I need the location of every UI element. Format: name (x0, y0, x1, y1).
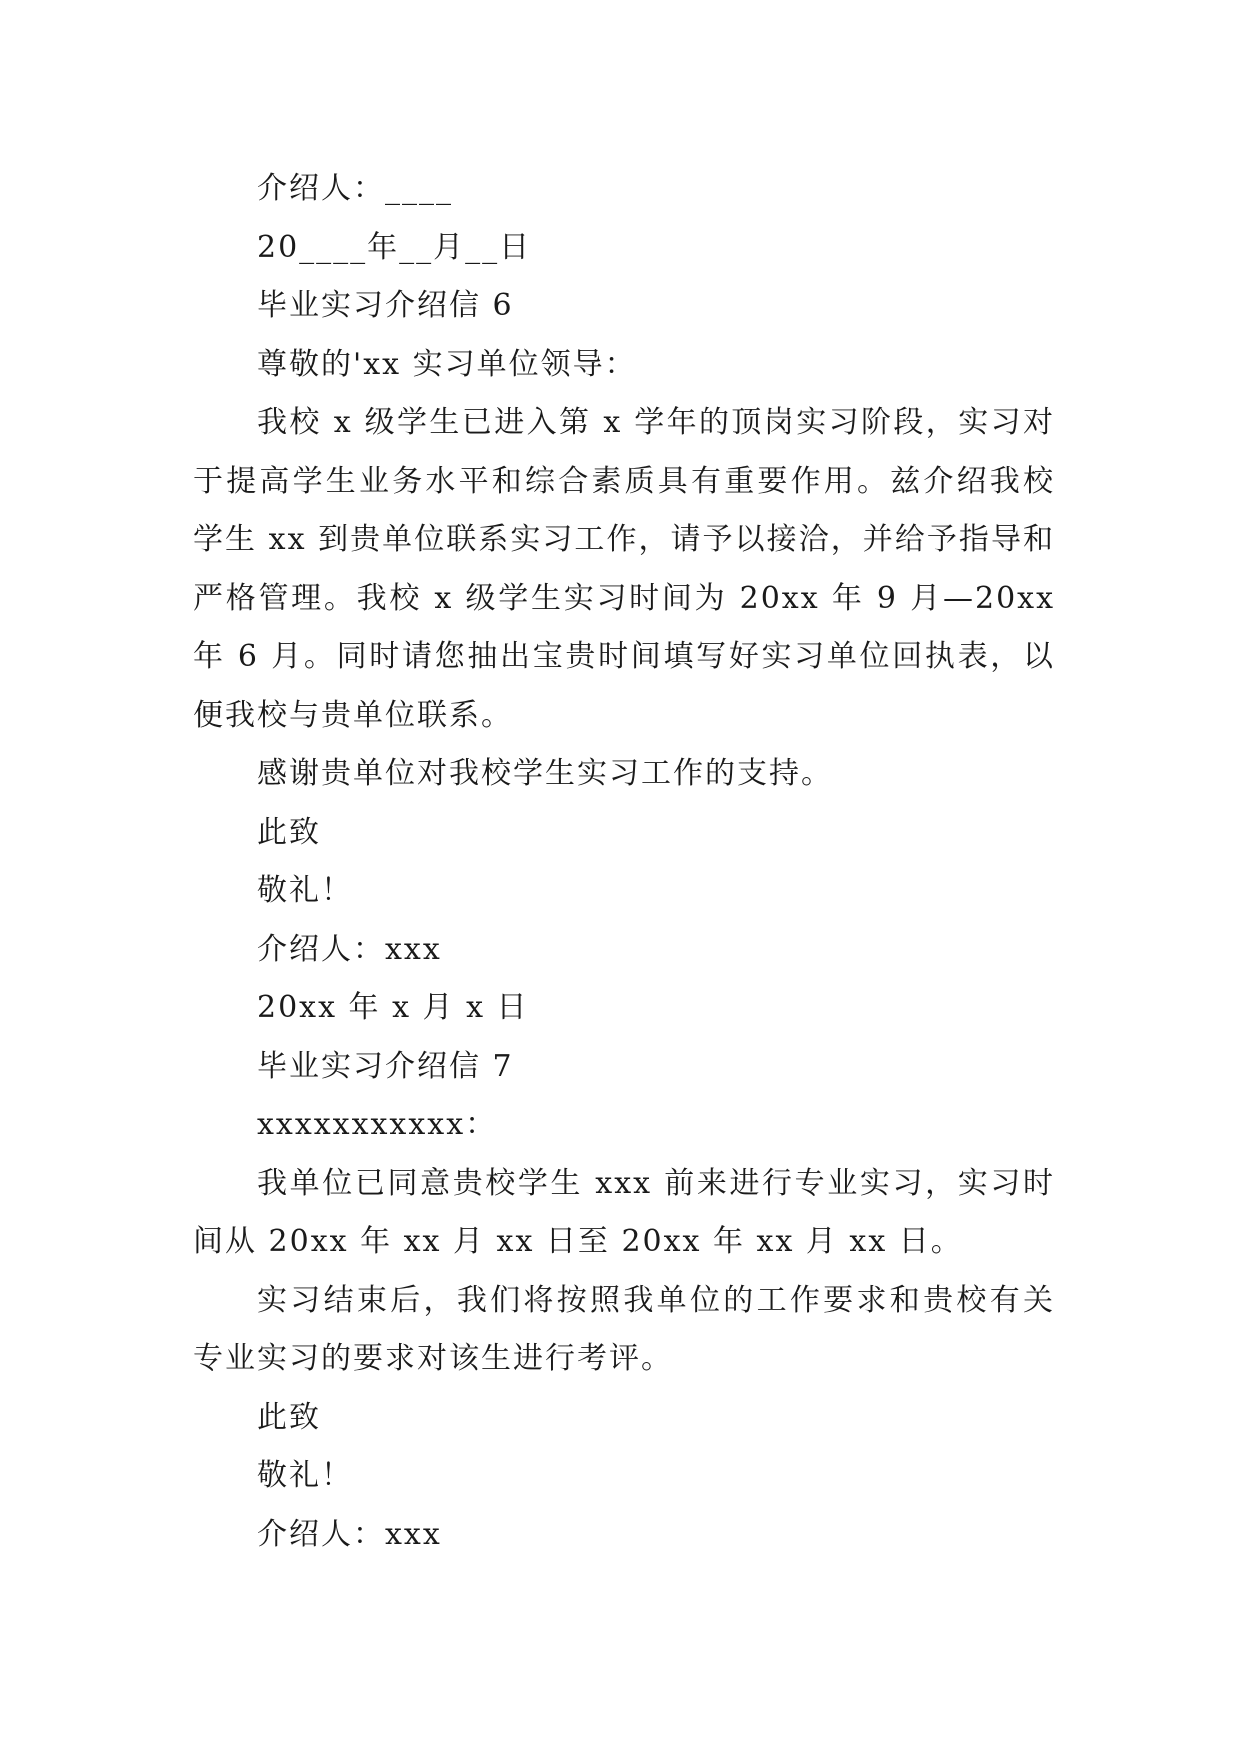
letter-title: 毕业实习介绍信 7 (257, 1048, 514, 1084)
regards-line: 敬礼！ (257, 873, 353, 908)
salutation: 尊敬的'xx 实习单位领导： (257, 346, 637, 382)
introducer-line: 介绍人：xxx (257, 931, 442, 967)
body-paragraph: 实习结束后，我们将按照我单位的工作要求和贵校有关专业实习的要求对该生进行考评。 (193, 1282, 1055, 1376)
closing-line: 此致 (257, 1399, 321, 1435)
regards-line: 敬礼！ (257, 1458, 353, 1493)
letter-title: 毕业实习介绍信 6 (257, 288, 514, 323)
date-line: 20____年__月__日 (257, 229, 532, 265)
body-paragraph: 我单位已同意贵校学生 xxx 前来进行专业实习，实习时间从 20xx 年 xx 月 xx 日至 20xx 年 xx 月 xx 日。 (193, 1165, 1055, 1259)
introducer-line: 介绍人：____ (257, 171, 453, 206)
thanks-line: 感谢贵单位对我校学生实习工作的支持。 (257, 756, 833, 791)
closing-line: 此致 (257, 814, 321, 850)
document-body (193, 160, 1055, 1564)
body-paragraph: 我校 x 级学生已进入第 x 学年的顶岗实习阶段，实习对于提高学生业务水平和综合素质具有重要作用。兹介绍我校学生 xx 到贵单位联系实习工作，请予以接洽，并给予指导和严格管理。我校 x 级学生实习时间为 20xx 年 9 月—20xx 年 6 月。同时请您抽出宝贵时间填写好实习单位回执表，以便我校与贵单位联系。 (193, 405, 1055, 733)
salutation: xxxxxxxxxxx： (257, 1107, 498, 1142)
introducer-line: 介绍人：xxx (257, 1516, 442, 1552)
date-line: 20xx 年 x 月 x 日 (257, 990, 529, 1025)
